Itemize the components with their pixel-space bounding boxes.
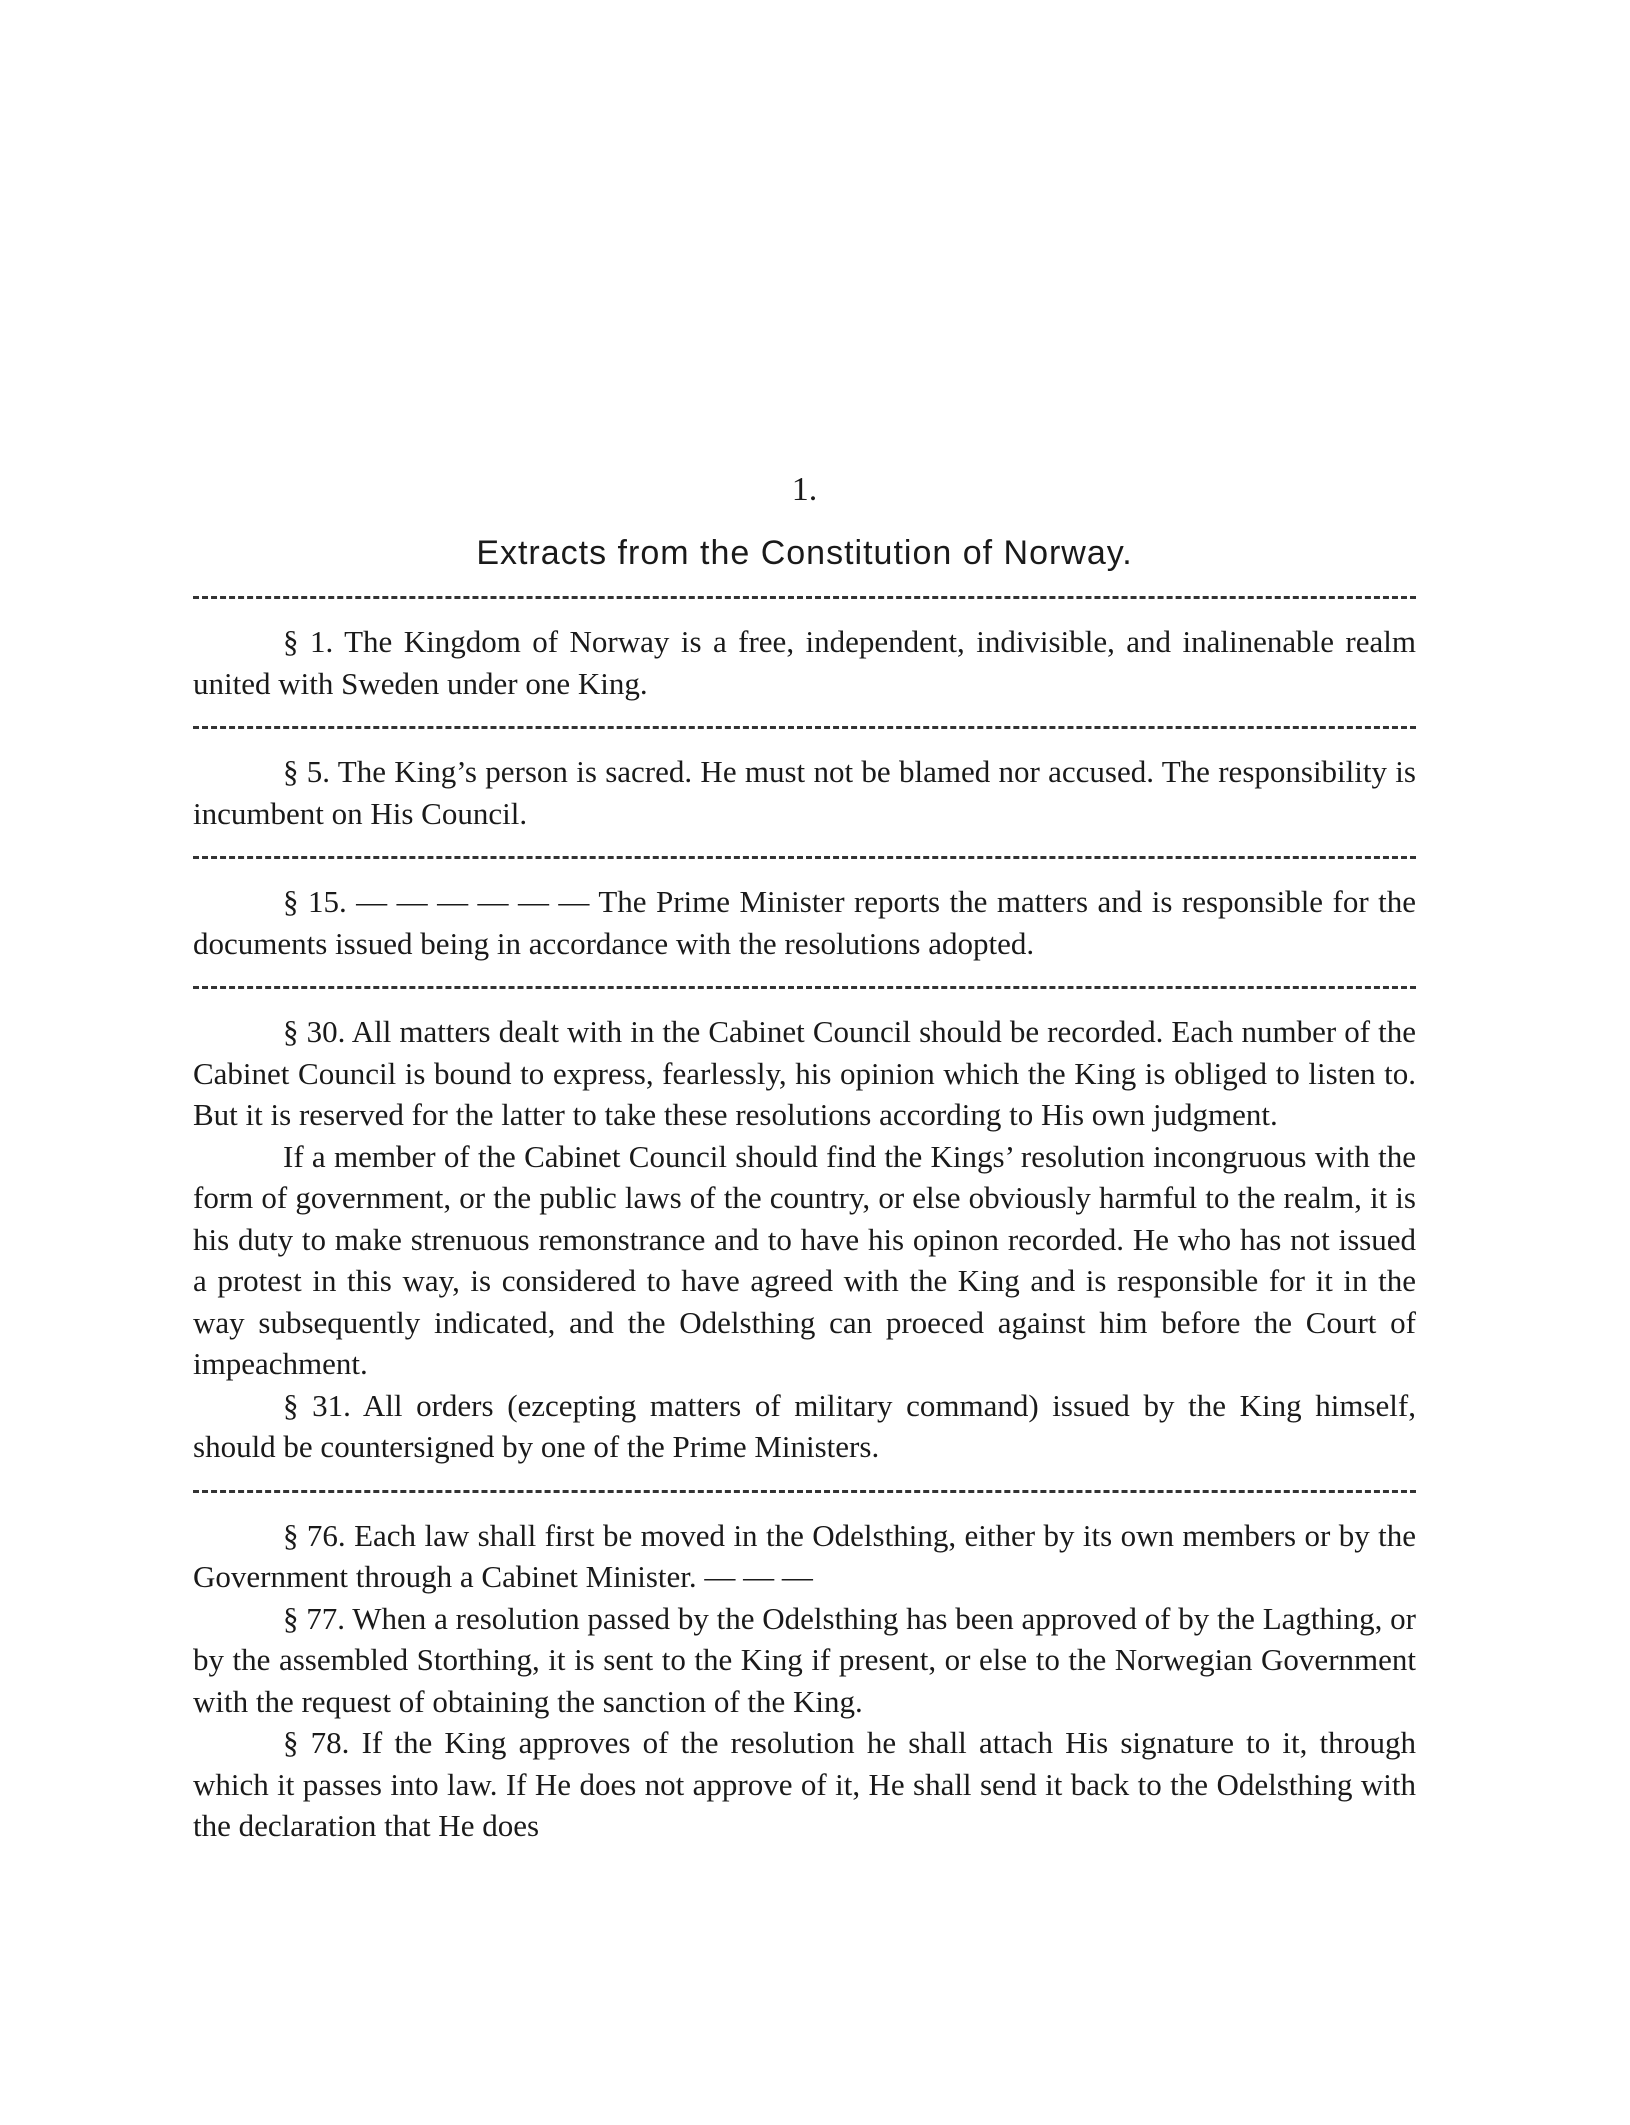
article-30-part-2: If a member of the Cabinet Council should find the Kings’ resolution incongruous with the form of government, or the public laws of the country, or else obviously harmful to the realm, it is his duty to make strenuous remonstrance and to have his opinon recorded. He who has not issued a protest in this way, is considered to have agreed with the King and is responsible for it in the way subsequently indicated, and the Odelsthing can proeced against him before the Court of impeachment.: [193, 1138, 1416, 1381]
article-77: § 77. When a resolution passed by the Odelsthing has been approved of by the Lagthing, or by the assembled Storthing, it is sent to the King if present, or else to the Norwegian Government with the request of obtaining the sanction of the King.: [193, 1600, 1416, 1719]
section-number: 1.: [791, 471, 818, 508]
dashed-divider: [193, 856, 1416, 859]
article-76: § 76. Each law shall first be moved in the Odelsthing, either by its own members or by the Government through a Cabinet Minister. — — —: [193, 1517, 1416, 1594]
dashed-divider: [193, 1490, 1416, 1493]
page-title: Extracts from the Constitution of Norway.: [476, 534, 1133, 572]
dashed-divider: [193, 596, 1416, 599]
article-5: § 5. The King’s person is sacred. He must not be blamed nor accused. The responsibility is incumbent on His Council.: [193, 754, 1416, 831]
article-15: § 15. — — — — — — The Prime Minister reports the matters and is responsible for the documents issued being in accordance with the resolutions adopted.: [193, 884, 1416, 961]
article-31: § 31. All orders (ezcepting matters of military command) issued by the King himself, should be countersigned by one of the Prime Ministers.: [193, 1387, 1416, 1464]
dashed-divider: [193, 986, 1416, 989]
dashed-divider: [193, 726, 1416, 729]
article-30-part-1: § 30. All matters dealt with in the Cabinet Council should be recorded. Each number of the Cabinet Council is bound to express, fearlessly, his opinion which the King is obliged to listen to. But it is reserved for the latter to take these resolutions according to His own judgment.: [193, 1014, 1416, 1132]
article-78: § 78. If the King approves of the resolution he shall attach His signature to it, through which it passes into law. If He does not approve of it, He shall send it back to the Odelsthing with the declaration that He does: [193, 1725, 1416, 1843]
document-page: [193, 470, 1416, 1847]
article-1: § 1. The Kingdom of Norway is a free, independent, indivisible, and inalinenable realm united with Sweden under one King.: [193, 624, 1416, 701]
